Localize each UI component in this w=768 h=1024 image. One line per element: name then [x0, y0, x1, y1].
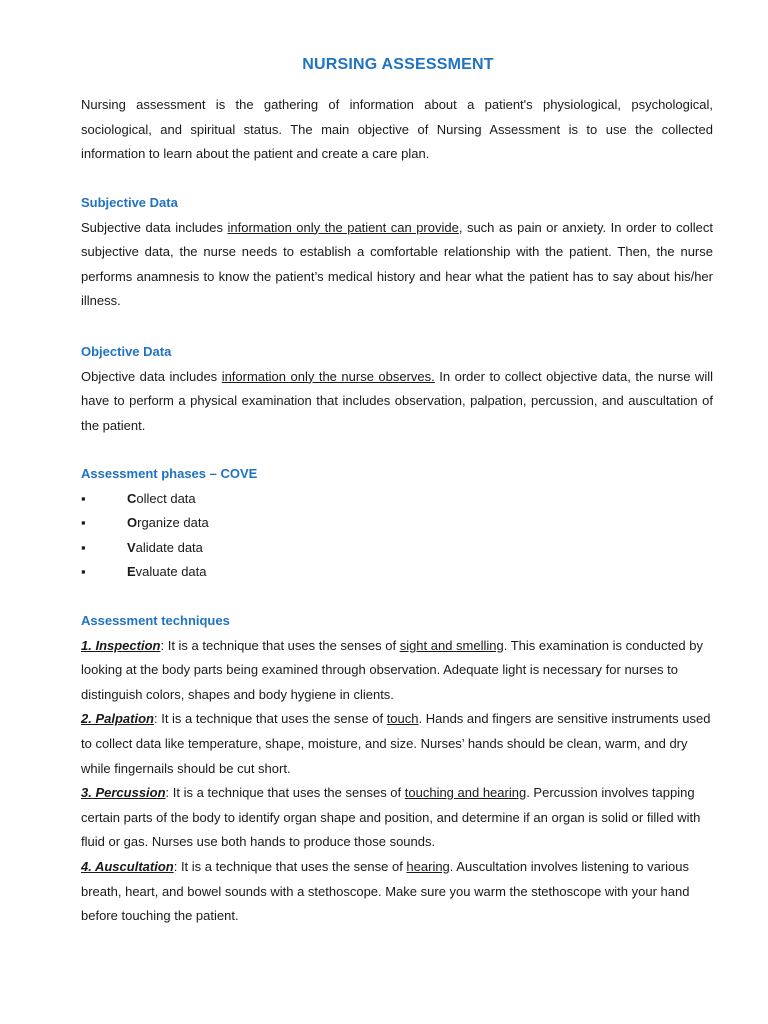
- phases-section: [81, 462, 713, 585]
- technique-percussion: [81, 781, 713, 855]
- technique-colon: :: [160, 637, 165, 653]
- objective-paragraph: [81, 365, 713, 439]
- bullet-icon: ▪: [81, 515, 86, 531]
- technique-inspection: [81, 634, 713, 708]
- technique-text-pre: It is a technique that uses the senses of: [169, 785, 405, 801]
- technique-colon: :: [153, 711, 158, 727]
- phase-rest: alidate data: [135, 539, 203, 555]
- technique-colon: :: [173, 858, 178, 874]
- subjective-paragraph: [81, 216, 713, 314]
- technique-text-post: . Hands and fingers are sensitive instruments used to collect data like temperature, shape, moisture, and size. Nurses’ hands should be clean, warm, and dry while fingernails should be cut short.: [81, 711, 711, 776]
- list-item: [81, 487, 713, 512]
- technique-text-pre: It is a technique that uses the sense of: [157, 711, 387, 727]
- phases-heading: Assessment phases – COVE: [81, 466, 258, 481]
- technique-text-post: . Auscultation involves listening to various breath, heart, and bowel sounds with a stethoscope. Make sure you warm the stethoscope with your hand before touching the patient.: [81, 858, 690, 924]
- subjective-text-pre: Subjective data includes: [81, 219, 228, 235]
- list-item: [81, 560, 713, 585]
- list-item: [81, 536, 713, 561]
- phase-rest: valuate data: [135, 564, 207, 580]
- objective-section: [81, 340, 713, 438]
- technique-text-post: . Percussion involves tapping certain parts of the body to identify organ shape and position, and determine if an organ is solid or filled with fluid or gas. Nurses use both hands to produce those sounds.: [81, 785, 701, 850]
- subjective-underlined-text: information only the patient can provide: [227, 219, 459, 235]
- technique-palpation: [81, 707, 713, 781]
- phase-letter: V: [127, 539, 136, 555]
- technique-auscultation: [81, 855, 713, 929]
- subjective-section: [81, 191, 713, 314]
- phases-list: [81, 487, 713, 585]
- phase-rest: ollect data: [136, 490, 196, 506]
- techniques-heading: Assessment techniques: [81, 613, 230, 628]
- page-title: NURSING ASSESSMENT: [302, 56, 494, 73]
- bullet-icon: ▪: [81, 539, 86, 555]
- phase-letter: C: [127, 490, 137, 506]
- technique-colon: :: [165, 785, 170, 801]
- objective-text-pre: Objective data includes: [81, 368, 222, 384]
- technique-term: 4. Auscultation: [81, 858, 174, 874]
- technique-sense: touching and hearing: [404, 785, 527, 801]
- technique-term: 3. Percussion: [81, 785, 166, 801]
- technique-text-post: . This examination is conducted by looking at the body parts being examined through observation. Adequate light is necessary for nurses to distinguish colors, shapes and body hygiene in clients.: [81, 637, 703, 702]
- phase-rest: rganize data: [137, 515, 209, 531]
- intro-section: [81, 93, 713, 167]
- list-item: [81, 511, 713, 536]
- intro-paragraph: Nursing assessment is the gathering of information about a patient's physiological, psychological, sociological, and spiritual status. The main objective of Nursing Assessment is to use the collected information to learn about the patient and create a care plan.: [81, 97, 713, 162]
- techniques-section: [81, 609, 713, 929]
- technique-sense: hearing: [406, 858, 450, 874]
- technique-term: 1. Inspection: [81, 637, 161, 653]
- subjective-text-post: , such as pain or anxiety. In order to collect subjective data, the nurse needs to establish a comfortable relationship with the patient. Then, the nurse performs anamnesis to know the patient’s medical history and hear what the patient has to say about his/her illness.: [81, 219, 713, 309]
- bullet-icon: ▪: [81, 564, 86, 580]
- objective-text-post: In order to collect objective data, the nurse will have to perform a physical examination that includes observation, palpation, percussion, and auscultation of the patient.: [81, 368, 713, 433]
- technique-text-pre: It is a technique that uses the sense of: [177, 858, 407, 874]
- subjective-heading: Subjective Data: [81, 195, 178, 210]
- objective-heading: Objective Data: [81, 344, 172, 359]
- phase-letter: O: [127, 515, 138, 531]
- phase-letter: E: [127, 564, 136, 580]
- technique-term: 2. Palpation: [81, 711, 154, 727]
- technique-text-pre: It is a technique that uses the senses of: [164, 637, 400, 653]
- technique-sense: touch: [386, 711, 419, 727]
- technique-sense: sight and smelling: [399, 637, 504, 653]
- bullet-icon: ▪: [81, 490, 86, 506]
- objective-underlined-text: information only the nurse observes.: [221, 368, 435, 384]
